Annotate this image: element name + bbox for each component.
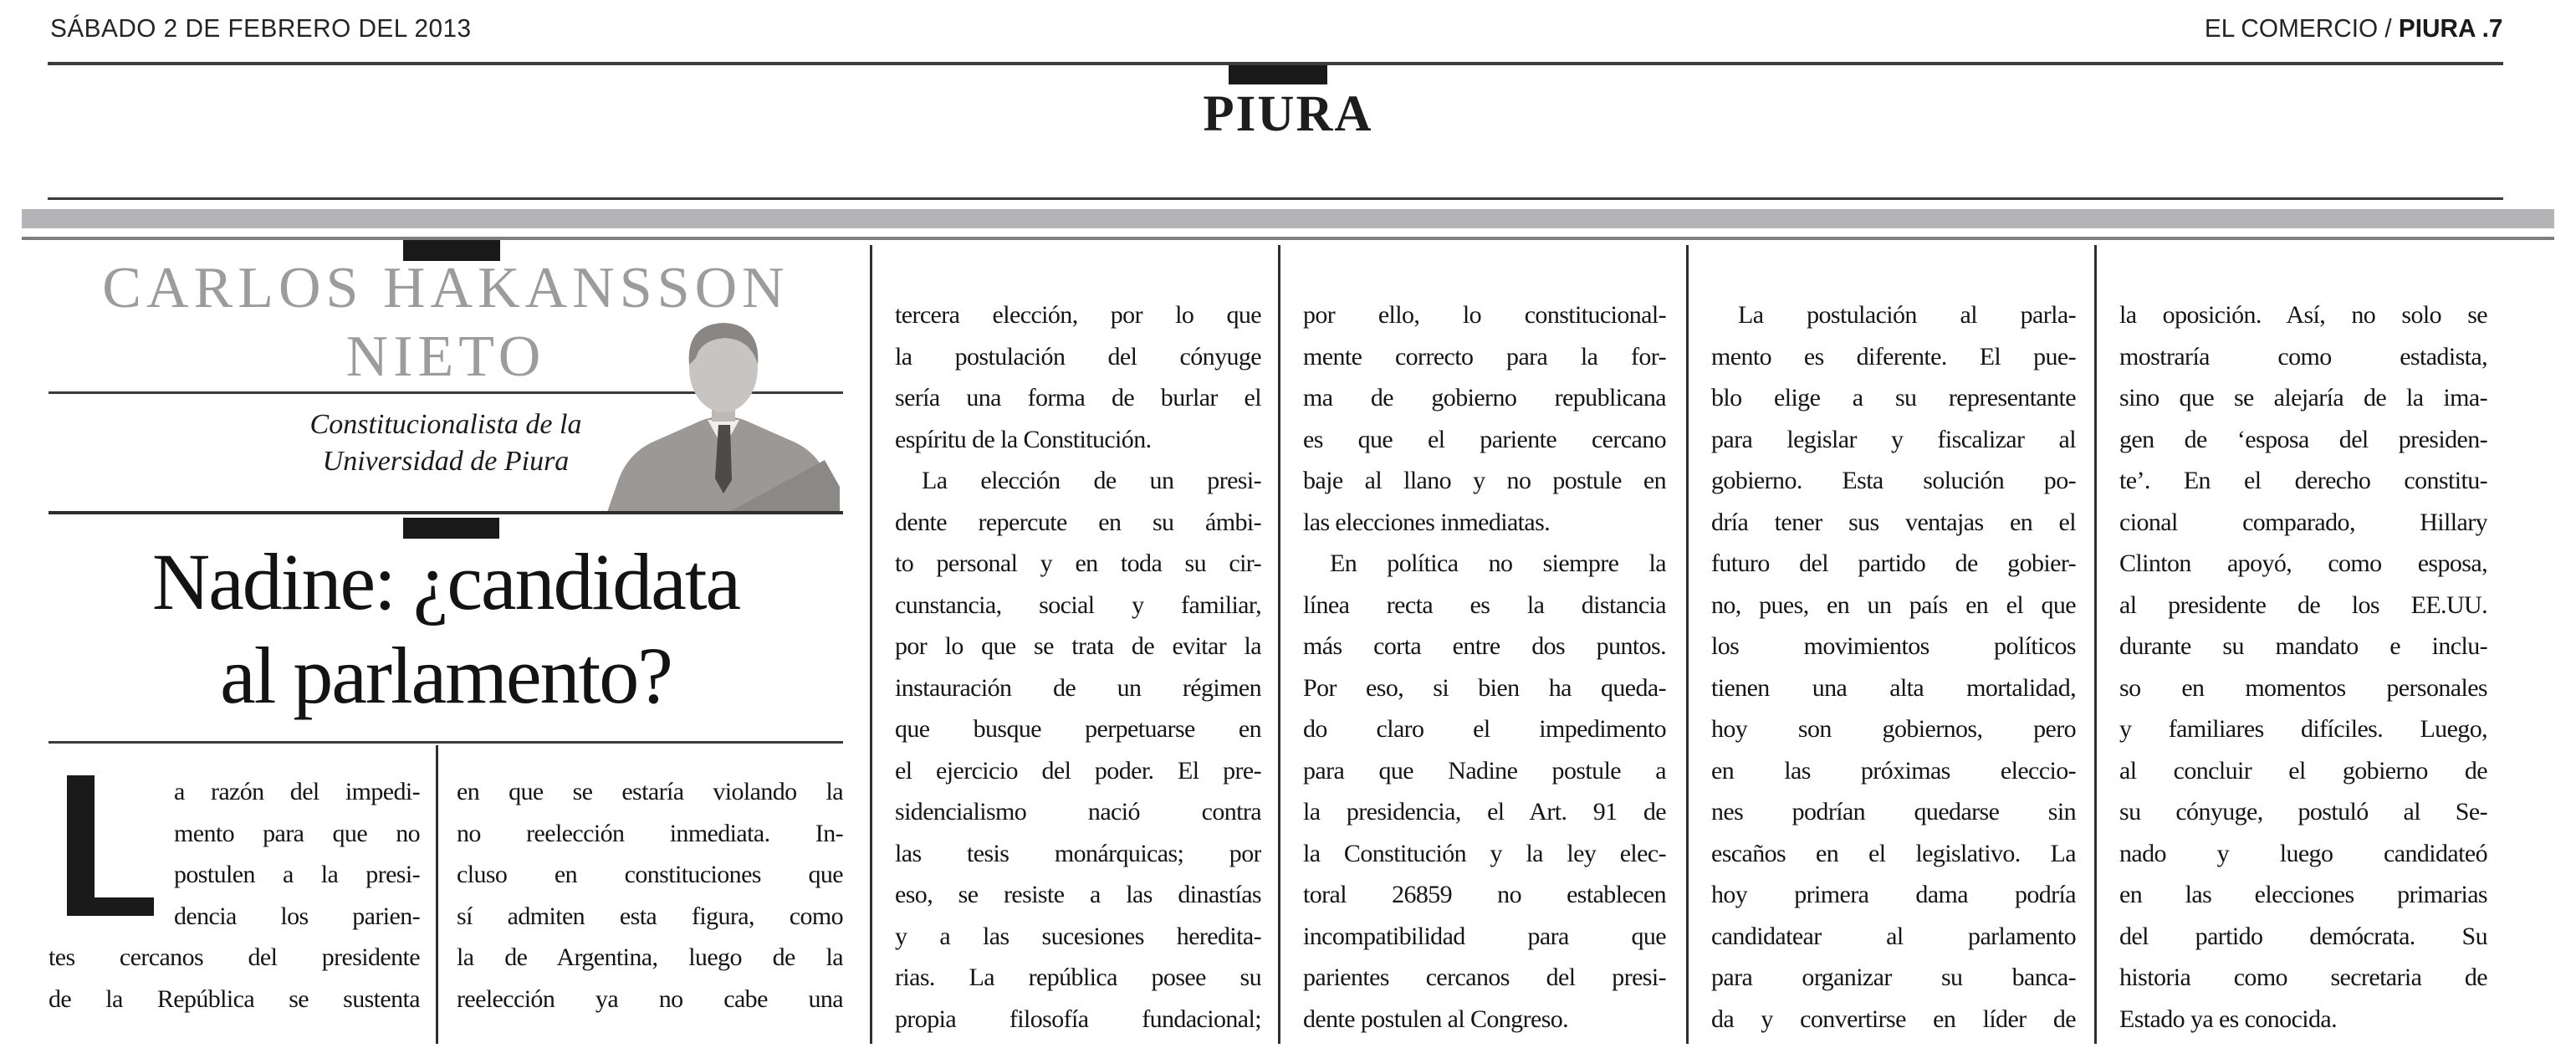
headline [49,535,843,723]
body-line: en que se estaría violando la [457,778,843,805]
body-line: hoy son gobiernos, pero [1711,715,2076,743]
subcolumn-divider [436,745,438,1044]
body-line: los movimientos políticos [1711,632,2076,660]
body-line: no, pues, en un país en el que [1711,590,2076,619]
body-line: En política no siempre la [1330,550,1666,577]
body-line: escaños en el legislativo. La [1711,839,2076,867]
body-line: espíritu de la Constitución. [895,425,1152,453]
body-line: rias. La república posee su [895,964,1261,991]
body-line: para que Nadine postule a [1303,756,1666,785]
body-line: futuro del partido de gobier- [1711,550,2076,577]
body-line: ma de gobierno republicana [1303,384,1666,412]
author-box-bottom-rule [49,511,843,514]
body-line: Estado ya es conocida. [2119,1005,2338,1033]
body-line: cluso en constituciones que [457,861,843,888]
body-line: las elecciones inmediatas. [1303,508,1551,536]
body-line: línea recta es la distancia [1303,590,1666,619]
body-line: tes cercanos del presidente [49,943,420,971]
body-line: por lo que se trata de evitar la [895,632,1261,660]
author-photo [604,320,843,512]
body-line: la oposición. Así, no solo se [2119,301,2487,329]
body-line: mente correcto para la for- [1303,342,1666,371]
body-line: tienen una alta mortalidad, [1711,673,2076,702]
body-line: dente postulen al Congreso. [1303,1005,1569,1033]
body-line: do claro el impedimento [1303,715,1666,743]
body-line: eso, se resiste a las dinastías [895,881,1261,908]
body-line: que busque perpetuarse en [895,715,1261,743]
body-line: de la República se sustenta [49,984,420,1013]
body-line: La elección de un presi- [922,467,1261,494]
body-line: en las próximas eleccio- [1711,756,2076,785]
body-line: te’. En el derecho constitu- [2119,467,2487,494]
body-line: y a las sucesiones heredita- [895,922,1261,950]
body-line: no reelección inmediata. In- [457,819,843,847]
body-line: dría tener sus ventajas en el [1711,508,2076,536]
body-line: hoy primera dama podría [1711,881,2076,908]
author-credential-line1: Constitucionalista de la [309,409,582,440]
masthead-paper-name: EL COMERCIO / [2204,13,2399,43]
body-line: para organizar su banca- [1711,964,2076,991]
body-line: historia como secretaria de [2119,964,2487,991]
body-line: dente repercute en su ámbi- [895,508,1261,536]
body-line: mostraría como estadista, [2119,342,2487,371]
body-line: blo elige a su representante [1711,384,2076,412]
body-line: candidatear al parlamento [1711,922,2076,950]
body-line: so en momentos personales [2119,673,2487,702]
body-line: el ejercicio del poder. El pre- [895,756,1261,785]
drop-cap-letter-L [67,775,154,916]
masthead-date: SÁBADO 2 DE FEBRERO DEL 2013 [50,13,472,43]
body-line: nes podrían quedarse sin [1711,798,2076,826]
body-line: por ello, lo constitucional- [1303,301,1666,329]
content-top-rule [22,237,2554,240]
body-column-5 [2119,294,2487,1040]
body-line: sidencialismo nació contra [895,798,1261,826]
body-line: to personal y en toda su cir- [895,550,1261,577]
body-line: propia filosofía fundacional; [895,1005,1261,1033]
body-line: para legislar y fiscalizar al [1711,425,2076,453]
author-credential-line2: Universidad de Piura [322,446,570,477]
body-line: mento es diferente. El pue- [1711,342,2076,371]
body-line: al presidente de los EE.UU. [2119,590,2487,619]
column-divider [2094,245,2097,1044]
body-column-2 [895,294,1261,1040]
masthead-brand [2204,13,2502,43]
headline-line1: Nadine: ¿candidata [151,537,740,626]
body-line: del partido demócrata. Su [2119,922,2487,950]
body-line: durante su mandato e inclu- [2119,632,2487,660]
body-column-4 [1711,294,2076,1040]
body-line: da y convertirse en líder de [1711,1005,2076,1033]
body-line: su cónyuge, postuló al Se- [2119,798,2487,826]
body-line: mento para que no [174,819,420,847]
body-line: La postulación al parla- [1738,301,2076,329]
body-line: en las elecciones primarias [2119,881,2487,908]
body-line: la presidencia, el Art. 91 de [1303,798,1666,826]
author-name-line1: CARLOS HAKANSSON [102,256,790,320]
body-line: postulen a la presi- [174,861,420,888]
body-line: la Constitución y la ley elec- [1303,839,1666,867]
body-line: dencia los parien- [174,902,420,930]
body-line: sino que se alejaría de la ima- [2119,384,2487,412]
body-line: gobierno. Esta solución po- [1711,467,2076,494]
author-name-line2: NIETO [345,325,546,389]
body-column-1-right [457,771,843,1020]
body-line: las tesis monárquicas; por [895,839,1261,867]
body-line: al concluir el gobierno de [2119,756,2487,785]
body-line: tercera elección, por lo que [895,301,1261,329]
body-line: a razón del impedi- [174,778,420,805]
headline-bottom-rule [49,741,843,744]
body-line: toral 26859 no establecen [1303,881,1666,908]
gray-band [22,209,2554,228]
body-line: cional comparado, Hillary [2119,508,2487,536]
section-marker-tab [1229,65,1327,84]
body-line: baje al llano y no postule en [1303,467,1666,494]
body-line: y familiares difíciles. Luego, [2119,715,2487,743]
body-line: incompatibilidad para que [1303,922,1666,950]
body-line: cunstancia, social y familiar, [895,590,1261,619]
body-line: nado y luego candidateó [2119,839,2487,867]
column-divider [1686,245,1689,1044]
section-title: PIURA [1203,86,1373,142]
body-column-3 [1303,294,1666,1040]
section-bottom-rule [48,197,2503,200]
body-line: sí admiten esta figura, como [457,902,843,930]
body-line: instauración de un régimen [895,673,1261,702]
headline-line2: al parlamento? [220,631,672,720]
body-line: la de Argentina, luego de la [457,943,843,971]
masthead-section-page: PIURA .7 [2398,13,2502,43]
body-line: gen de ‘esposa del presiden- [2119,425,2487,453]
body-line: parientes cercanos del presi- [1303,964,1666,991]
body-line: sería una forma de burlar el [895,384,1261,412]
body-line: reelección ya no cabe una [457,984,843,1013]
column-divider [1278,245,1280,1044]
body-line: Clinton apoyó, como esposa, [2119,550,2487,577]
body-line: es que el pariente cercano [1303,425,1666,453]
body-line: más corta entre dos puntos. [1303,632,1666,660]
body-line: la postulación del cónyuge [895,342,1261,371]
column-divider [870,245,872,1044]
body-line: Por eso, si bien ha queda- [1303,673,1666,702]
